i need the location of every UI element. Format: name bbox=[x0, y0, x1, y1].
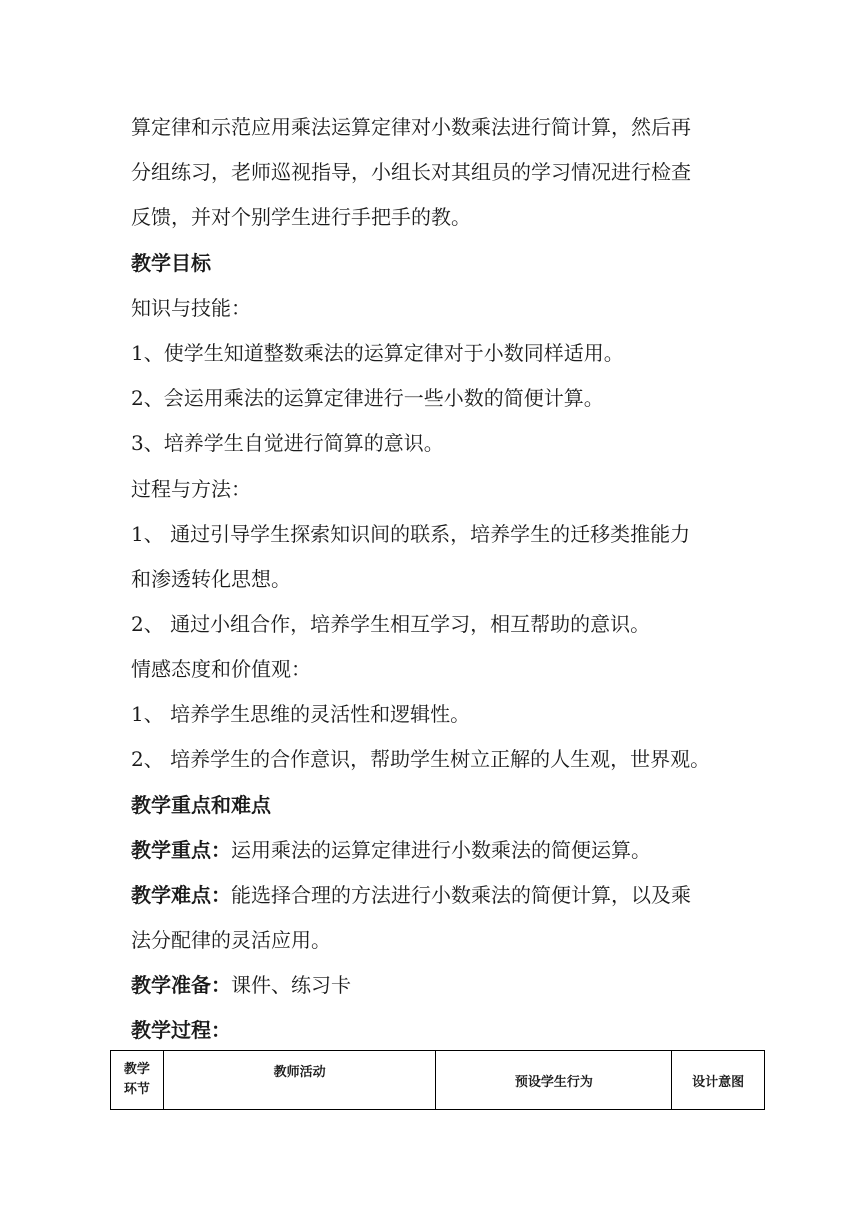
process-item: 2、 通过小组合作，培养学生相互学习，相互帮助的意识。 bbox=[131, 612, 651, 636]
teaching-process-table bbox=[110, 1050, 765, 1110]
preparation-label: 教学准备： bbox=[131, 973, 231, 997]
header-stage bbox=[111, 1051, 164, 1110]
paragraph-line: 算定律和示范应用乘法运算定律对小数乘法进行简计算，然后再 bbox=[131, 115, 691, 139]
emotion-title: 情感态度和价值观： bbox=[131, 657, 311, 681]
process-method-title: 过程与方法： bbox=[131, 477, 251, 501]
teaching-difficulty bbox=[131, 882, 691, 908]
process-item-continued: 和渗透转化思想。 bbox=[131, 567, 291, 591]
teaching-focus-text: 运用乘法的运算定律进行小数乘法的简便运算。 bbox=[231, 838, 651, 862]
process-item: 1、 通过引导学生探索知识间的联系，培养学生的迁移类推能力 bbox=[131, 522, 691, 546]
emotion-item: 2、 培养学生的合作意识，帮助学生树立正解的人生观，世界观。 bbox=[131, 747, 711, 771]
preparation-text: 课件、练习卡 bbox=[231, 973, 351, 997]
header-design-intent: 设计意图 bbox=[672, 1051, 765, 1110]
knowledge-item: 3、培养学生自觉进行简算的意识。 bbox=[131, 431, 444, 455]
key-points-heading: 教学重点和难点 bbox=[131, 793, 271, 817]
teaching-difficulty-continued: 法分配律的灵活应用。 bbox=[131, 928, 331, 952]
teaching-difficulty-text: 能选择合理的方法进行小数乘法的简便计算，以及乘 bbox=[231, 883, 691, 907]
objectives-heading: 教学目标 bbox=[131, 251, 211, 275]
header-stage-line: 教学 bbox=[123, 1062, 150, 1077]
header-teacher-activity: 教师活动 bbox=[163, 1051, 436, 1110]
paragraph-line: 分组练习，老师巡视指导，小组长对其组员的学习情况进行检查 bbox=[131, 160, 691, 184]
teaching-difficulty-label: 教学难点： bbox=[131, 883, 231, 907]
teaching-focus-label: 教学重点： bbox=[131, 838, 231, 862]
paragraph-line: 反馈，并对个别学生进行手把手的教。 bbox=[131, 205, 471, 229]
header-student-behavior: 预设学生行为 bbox=[436, 1051, 672, 1110]
knowledge-item: 2、会运用乘法的运算定律进行一些小数的简便计算。 bbox=[131, 386, 604, 410]
knowledge-item: 1、使学生知道整数乘法的运算定律对于小数同样适用。 bbox=[131, 341, 624, 365]
knowledge-title: 知识与技能： bbox=[131, 296, 251, 320]
teaching-process-label: 教学过程： bbox=[131, 1018, 231, 1042]
teaching-focus bbox=[131, 837, 651, 863]
teaching-preparation bbox=[131, 972, 351, 998]
header-stage-line: 环节 bbox=[123, 1082, 150, 1097]
table-header-row bbox=[111, 1051, 765, 1110]
emotion-item: 1、 培养学生思维的灵活性和逻辑性。 bbox=[131, 702, 471, 726]
